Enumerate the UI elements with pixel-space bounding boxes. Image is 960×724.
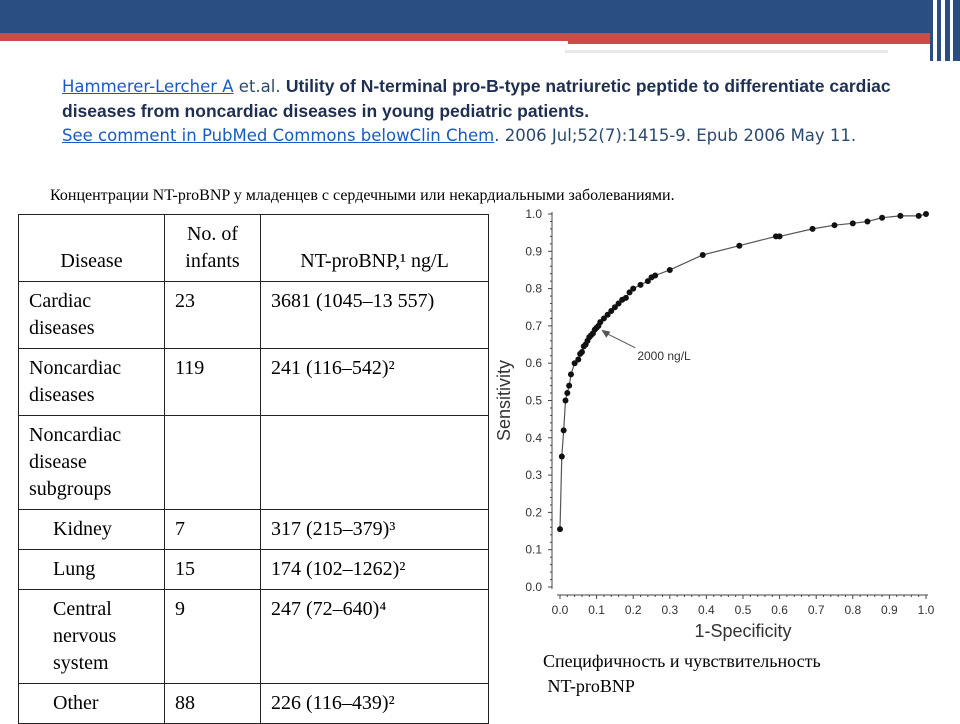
decorative-stripe xyxy=(953,0,960,61)
roc-data-point xyxy=(736,243,742,249)
citation xyxy=(62,74,922,148)
cell-disease: Central nervous system xyxy=(19,590,165,684)
roc-data-point xyxy=(623,295,629,301)
roc-data-point xyxy=(832,222,838,228)
roc-data-point xyxy=(564,390,570,396)
roc-chart xyxy=(490,200,950,650)
cell-disease: Kidney xyxy=(19,510,165,550)
x-tick-label: 0.8 xyxy=(844,603,862,617)
roc-data-point xyxy=(864,218,870,224)
roc-data-point xyxy=(579,349,585,355)
roc-data-point xyxy=(566,383,572,389)
roc-data-point xyxy=(923,211,929,217)
table-row xyxy=(19,550,489,590)
roc-data-point xyxy=(561,427,567,433)
cell-value: 247 (72–640)⁴ xyxy=(261,590,489,684)
roc-data-point xyxy=(879,215,885,221)
x-tick-label: 0.5 xyxy=(734,603,752,617)
cell-disease: Noncardiac disease subgroups xyxy=(19,416,165,510)
cell-count: 15 xyxy=(165,550,261,590)
roc-data-point xyxy=(638,282,644,288)
article-title: Utility of N-terminal pro-B-type natriuretic peptide to differentiate cardiac diseases from noncardiac diseases in young pediatric patients. xyxy=(62,76,891,121)
cell-value: 3681 (1045–13 557) xyxy=(261,282,489,349)
y-tick-label: 0.3 xyxy=(525,468,542,483)
x-tick-label: 0.7 xyxy=(807,603,825,617)
cell-value xyxy=(261,416,489,510)
cell-value: 226 (116–439)² xyxy=(261,684,489,724)
annotation-label: 2000 ng/L xyxy=(637,348,691,363)
cell-value: 241 (116–542)² xyxy=(261,349,489,416)
table-row xyxy=(19,590,489,684)
comment-link[interactable]: See comment in PubMed Commons belowClin Chem xyxy=(62,126,495,145)
decorative-stripe xyxy=(945,0,950,61)
cell-count: 23 xyxy=(165,282,261,349)
annotation-arrowhead xyxy=(601,330,610,338)
y-tick-label: 0.4 xyxy=(525,430,542,445)
x-tick-label: 0.9 xyxy=(881,603,898,617)
header-count: No. of infants xyxy=(165,215,261,282)
table-row xyxy=(19,684,489,724)
roc-data-point xyxy=(630,286,636,292)
roc-data-point xyxy=(652,273,658,279)
roc-data-point xyxy=(568,371,574,377)
roc-data-point xyxy=(850,220,856,226)
table-row xyxy=(19,282,489,349)
roc-data-point xyxy=(575,356,581,362)
x-tick-label: 0.2 xyxy=(624,603,642,617)
x-tick-label: 1.0 xyxy=(917,603,935,617)
x-tick-label: 0.0 xyxy=(551,603,569,617)
cell-disease: Noncardiac diseases xyxy=(19,349,165,416)
roc-data-point xyxy=(777,233,783,239)
top-banner-stripe xyxy=(0,33,930,41)
cell-disease: Lung xyxy=(19,550,165,590)
roc-data-point xyxy=(667,267,673,273)
roc-data-point xyxy=(562,398,568,404)
roc-data-point xyxy=(916,213,922,219)
journal-info: . 2006 Jul;52(7):1415-9. Epub 2006 May 11. xyxy=(494,126,857,145)
chart-footnote: Специфичность и чувствительность NT-proBNP xyxy=(543,651,821,696)
y-tick-label: 0.9 xyxy=(525,244,542,259)
cell-value: 174 (102–1262)² xyxy=(261,550,489,590)
table-row xyxy=(19,349,489,416)
cell-value: 317 (215–379)³ xyxy=(261,510,489,550)
y-tick-label: 0.7 xyxy=(525,318,542,333)
header-value: NT-proBNP,¹ ng/L xyxy=(261,215,489,282)
data-table xyxy=(18,214,489,724)
top-banner-stripe-2 xyxy=(568,41,930,44)
roc-data-point xyxy=(897,213,903,219)
cell-count: 88 xyxy=(165,684,261,724)
cell-count: 7 xyxy=(165,510,261,550)
roc-data-point xyxy=(810,226,816,232)
y-tick-label: 1.0 xyxy=(525,207,542,221)
roc-curve-line xyxy=(560,214,926,529)
header-disease: Disease xyxy=(19,215,165,282)
y-tick-label: 0.5 xyxy=(525,393,542,408)
table-row xyxy=(19,416,489,510)
x-tick-label: 0.4 xyxy=(698,603,715,617)
table-header-row xyxy=(19,215,489,282)
roc-data-point xyxy=(557,526,563,532)
top-banner xyxy=(0,0,930,33)
cell-count: 119 xyxy=(165,349,261,416)
etal-text: et.al. xyxy=(233,77,286,96)
cell-disease: Other xyxy=(19,684,165,724)
y-tick-label: 0.6 xyxy=(525,356,542,371)
table-caption: Концентрации NT-proBNP у младенцев с сердечными или некардиальными заболеваниями. xyxy=(50,187,675,204)
y-tick-label: 0.8 xyxy=(525,281,542,296)
x-tick-label: 0.3 xyxy=(661,603,679,617)
x-tick-label: 0.1 xyxy=(588,603,605,617)
table-row xyxy=(19,510,489,550)
cell-count xyxy=(165,416,261,510)
y-tick-label: 0.0 xyxy=(525,580,542,594)
author-link[interactable]: Hammerer-Lercher A xyxy=(62,77,234,96)
decorative-stripe xyxy=(937,0,941,61)
y-axis-label: Sensitivity xyxy=(494,359,514,442)
cell-disease: Cardiac diseases xyxy=(19,282,165,349)
roc-data-point xyxy=(559,453,565,459)
y-tick-label: 0.1 xyxy=(525,542,542,557)
roc-data-point xyxy=(700,252,706,258)
decorative-line xyxy=(565,50,888,53)
y-tick-label: 0.2 xyxy=(525,505,542,520)
x-tick-label: 0.6 xyxy=(771,603,788,617)
x-axis-label: 1-Specificity xyxy=(694,621,792,641)
decorative-stripe xyxy=(930,0,933,61)
cell-count: 9 xyxy=(165,590,261,684)
